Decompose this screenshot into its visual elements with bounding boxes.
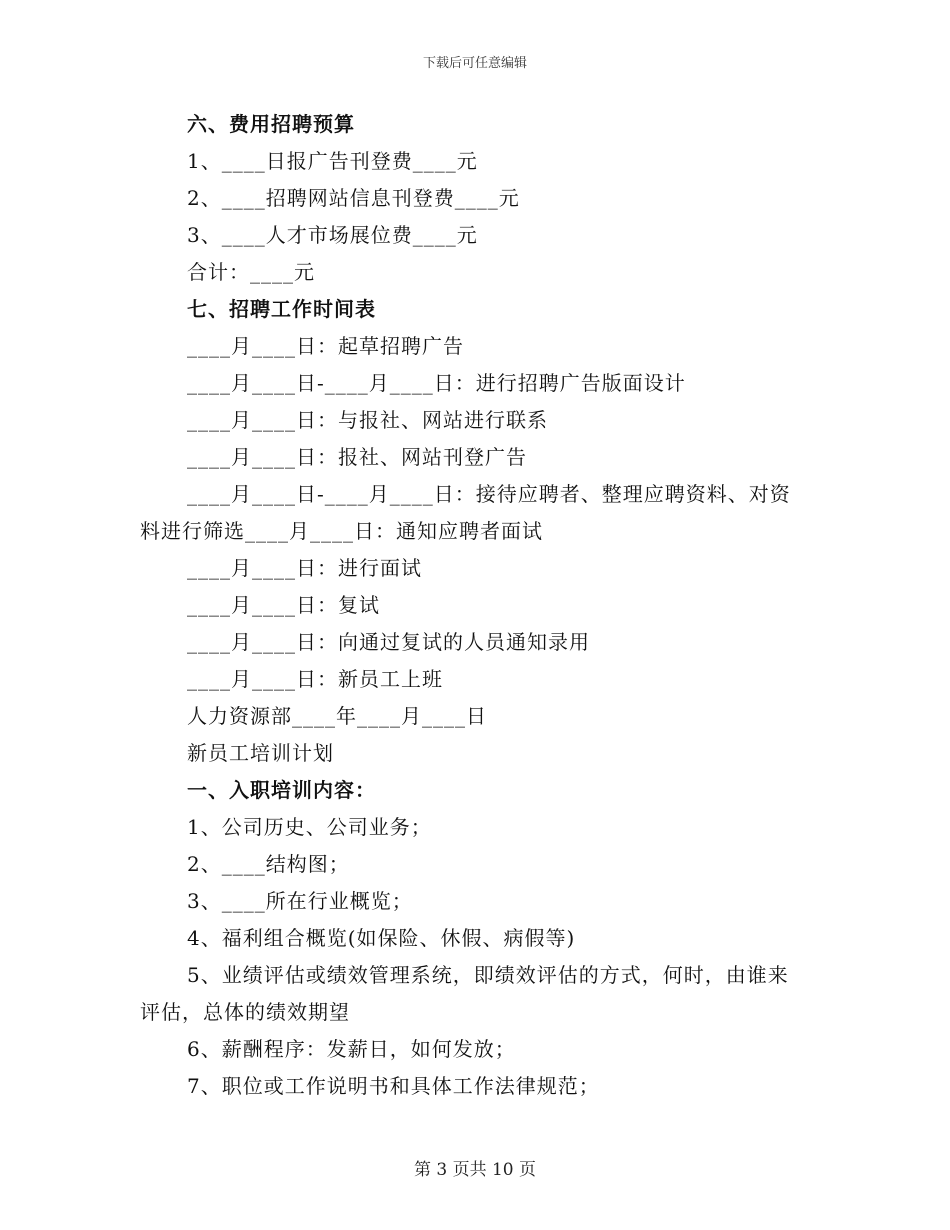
training-item-2: 2、____结构图；: [187, 852, 350, 876]
schedule-item: ____月____日：起草招聘广告: [187, 334, 464, 358]
training-item-6: 6、薪酬程序：发薪日，如何发放；: [187, 1037, 516, 1061]
budget-item-2: 2、____招聘网站信息刊登费____元: [187, 186, 520, 210]
training-item-5-continued: 评估，总体的绩效期望: [140, 1000, 350, 1024]
page-header: 下载后可任意编辑: [422, 56, 527, 71]
schedule-item: ____月____日：复试: [187, 593, 380, 617]
schedule-item: ____月____日：与报社、网站进行联系: [187, 408, 548, 432]
training-item-4: 4、福利组合概览(如保险、休假、病假等): [187, 926, 576, 950]
budget-item-1: 1、____日报广告刊登费____元: [187, 149, 478, 173]
schedule-item: ____月____日-____月____日：接待应聘者、整理应聘资料、对资: [187, 482, 791, 506]
training-item-5: 5、业绩评估或绩效管理系统，即绩效评估的方式，何时，由谁来: [187, 963, 789, 987]
section-heading-training: 一、入职培训内容：: [187, 778, 376, 802]
budget-total: 合计：____元: [187, 260, 315, 284]
schedule-item: ____月____日：新员工上班: [187, 667, 443, 691]
schedule-item: ____月____日：向通过复试的人员通知录用: [187, 630, 590, 654]
budget-item-3: 3、____人才市场展位费____元: [187, 223, 478, 247]
signature-line: 人力资源部____年____月____日: [187, 704, 487, 728]
page-footer: 第 3 页共 10 页: [413, 1160, 537, 1180]
section-heading-schedule: 七、招聘工作时间表: [187, 297, 376, 321]
document-subtitle: 新员工培训计划: [187, 741, 334, 765]
training-item-3: 3、____所在行业概览；: [187, 889, 413, 913]
schedule-item: ____月____日：报社、网站刊登广告: [187, 445, 527, 469]
schedule-item: ____月____日-____月____日：进行招聘广告版面设计: [187, 371, 686, 395]
schedule-item-continued: 料进行筛选____月____日：通知应聘者面试: [140, 519, 543, 543]
schedule-item: ____月____日：进行面试: [187, 556, 422, 580]
training-item-1: 1、公司历史、公司业务；: [187, 815, 432, 839]
training-item-7: 7、职位或工作说明书和具体工作法律规范；: [187, 1074, 600, 1098]
section-heading-budget: 六、费用招聘预算: [187, 112, 355, 136]
document-body: [140, 106, 810, 1105]
